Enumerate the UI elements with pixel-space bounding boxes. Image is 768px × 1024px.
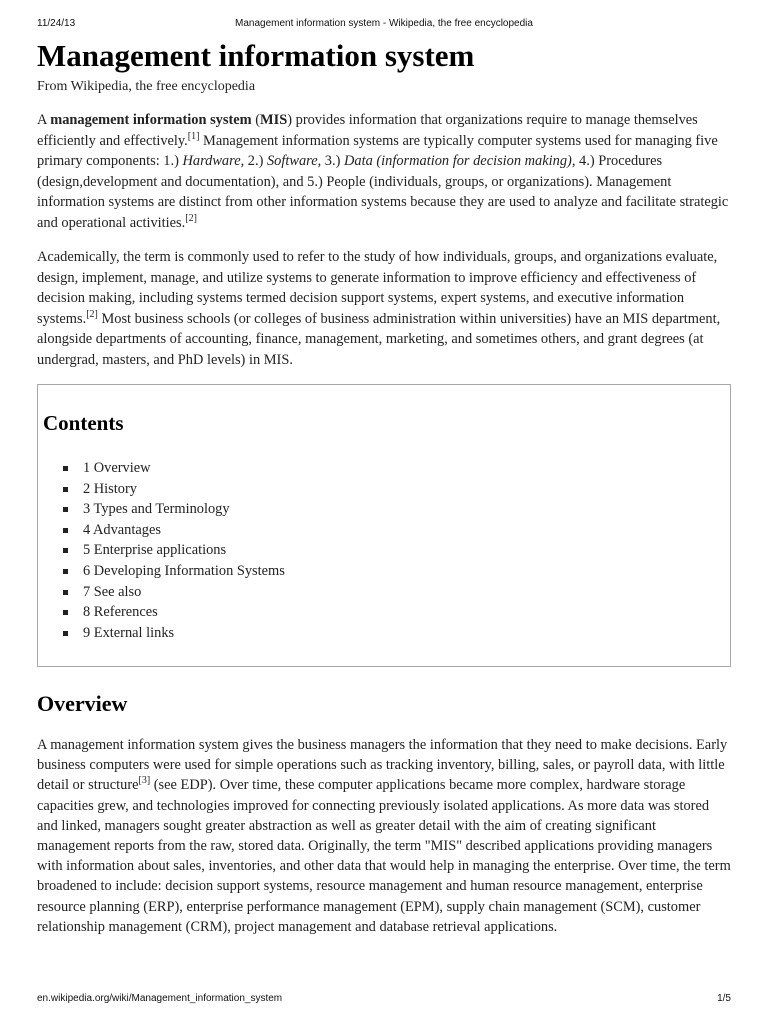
print-url: en.wikipedia.org/wiki/Management_information_system <box>37 993 283 1004</box>
overview-paragraph <box>37 735 733 937</box>
intro-bold-term: management information system <box>50 112 252 128</box>
citation-link[interactable]: [2] <box>86 308 98 320</box>
toc-item-references[interactable] <box>63 602 285 623</box>
intro-paragraph-1 <box>37 110 733 233</box>
toc-item-overview[interactable] <box>63 458 285 479</box>
toc-item-label[interactable]: 6 Developing Information Systems <box>83 562 285 579</box>
toc-item-label[interactable]: 7 See also <box>83 583 142 600</box>
bullet-icon <box>63 487 68 492</box>
toc-heading: Contents <box>43 411 124 435</box>
intro-text: 3.) <box>321 153 344 169</box>
intro-text: ( <box>251 112 261 128</box>
bullet-icon <box>63 528 68 533</box>
intro-text: ) provides information that organizations require to manage themselves efficiently and effectively. <box>37 112 698 149</box>
toc-item-developing-information-systems[interactable] <box>63 561 285 582</box>
page-number: 1/5 <box>717 993 731 1004</box>
intro-bold-abbreviation: MIS <box>260 112 288 128</box>
citation-link[interactable]: [1] <box>187 130 200 142</box>
toc-item-label[interactable]: 4 Advantages <box>83 521 161 538</box>
page-title: Management information system <box>37 38 475 73</box>
intro-italic-term: Hardware, <box>182 153 245 169</box>
toc-item-types-and-terminology[interactable] <box>63 499 285 520</box>
toc-item-enterprise-applications[interactable] <box>63 540 285 561</box>
intro-italic-term: Data (information for decision making), <box>343 153 576 169</box>
toc-item-advantages[interactable] <box>63 520 285 541</box>
toc-item-label[interactable]: 1 Overview <box>83 460 151 476</box>
citation-link[interactable]: [2] <box>185 212 197 224</box>
print-page-title: Management information system - Wikipedia, the free encyclopedia <box>235 18 533 29</box>
overview-text: (see EDP). Over time, these computer applications became more complex, hardware storage capacities grew, and technologies improved for connecting previously isolated applications. As more data was stored and linked, managers sought greater abstraction as well as greater detail with the aim of creating significant management reports from the raw, stored data. Originally, the term "MIS" described applications providing managers with information about sales, inventories, and other data that would help in managing the enterprise. Over time, the term broadened to include: decision support systems, resource management and human resource management, enterprise resource planning (ERP), enterprise performance management (EPM), supply chain management (SCM), customer relationship management (CRM), project management and database retrieval applications. <box>37 777 731 935</box>
print-date: 11/24/13 <box>37 18 76 29</box>
toc-item-external-links[interactable] <box>63 623 285 644</box>
intro-text: 4.) Procedures (design,development and documentation), and 5.) People (individuals, groups, or organizations). Management information systems are distinct from other information systems because they are used to analyze and facilitate strategic and operational activities. <box>37 153 729 231</box>
table-of-contents <box>37 384 731 667</box>
bullet-icon <box>63 590 68 595</box>
intro-text: Management information systems are typically computer systems used for managing five primary components: 1.) <box>37 132 718 169</box>
overview-heading: Overview <box>37 691 128 716</box>
site-tagline: From Wikipedia, the free encyclopedia <box>37 79 256 94</box>
toc-item-label[interactable]: 8 References <box>83 604 158 621</box>
intro-paragraph-2 <box>37 247 733 370</box>
toc-item-label[interactable]: 5 Enterprise applications <box>83 542 227 559</box>
bullet-icon <box>63 569 68 574</box>
bullet-icon <box>63 610 68 615</box>
toc-item-label[interactable]: 3 Types and Terminology <box>83 501 230 518</box>
toc-item-see-also[interactable] <box>63 582 285 603</box>
intro-italic-term: Software, <box>266 153 322 169</box>
intro-text: Most business schools (or colleges of business administration within universities) have an MIS department, alongside departments of accounting, finance, management, marketing, and sometimes others, and grant degrees (at undergrad, masters, and PhD levels) in MIS. <box>37 310 721 368</box>
intro-text: A <box>37 112 51 128</box>
citation-link[interactable]: [3] <box>138 775 151 787</box>
intro-text: Academically, the term is commonly used to refer to the study of how individuals, groups, and organizations evaluate, design, implement, manage, and utilize systems to generate information to improve efficiency and effectiveness of decision making, including systems termed decision support systems, expert systems, and executive information systems. <box>37 249 718 327</box>
bullet-icon <box>63 507 68 512</box>
intro-text: 2.) <box>244 153 267 169</box>
article-content <box>37 36 733 951</box>
toc-list <box>63 458 285 643</box>
bullet-icon <box>63 631 68 636</box>
bullet-icon <box>63 548 68 553</box>
print-footer <box>37 993 731 1007</box>
overview-section <box>37 691 733 937</box>
bullet-icon <box>63 466 68 471</box>
overview-text: A management information system gives the business managers the information that they need to make decisions. Early business computers were used for simple operations such as tracking inventory, billing, sales, or payroll data, with little detail or structure <box>37 737 728 794</box>
toc-item-label[interactable]: 9 External links <box>83 624 175 641</box>
print-header <box>37 18 731 32</box>
toc-item-history[interactable] <box>63 479 285 500</box>
toc-item-label[interactable]: 2 History <box>83 480 137 497</box>
